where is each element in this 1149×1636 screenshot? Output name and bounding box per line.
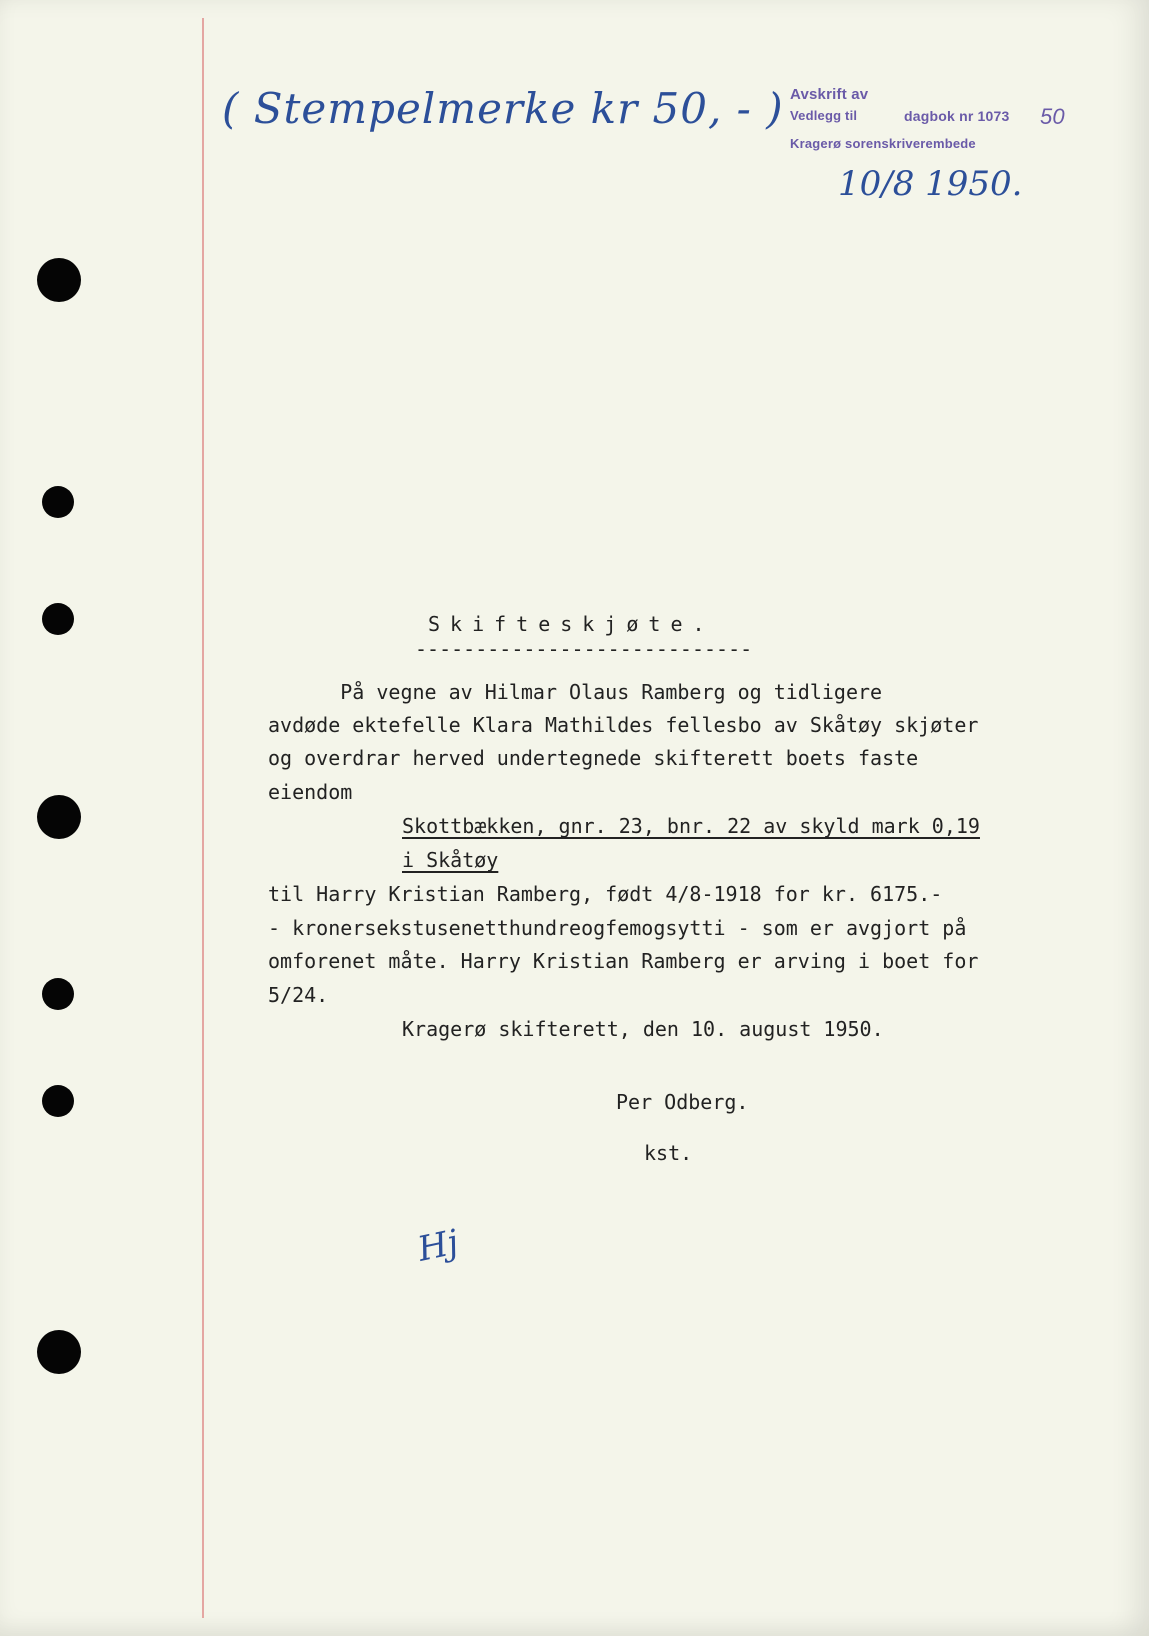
body-line: og overdrar herved undertegnede skifterett boets faste [268,746,919,770]
body-line: eiendom [268,780,353,804]
margin-line [202,18,204,1618]
body-line: 5/24. [268,983,329,1007]
document-title: Skifteskjøte. [428,612,715,636]
body-line: avdøde ektefelle Klara Mathildes fellesbo av Skåtøy skjøter [268,713,979,737]
stamp-line-3: Kragerø sorenskriverembede [790,136,976,151]
punch-hole [37,795,81,839]
body-line: til Harry Kristian Ramberg, født 4/8-1918 for kr. 6175.- [268,882,943,906]
punch-hole [42,603,74,635]
place-date: Kragerø skifterett, den 10. august 1950. [402,1017,884,1041]
stamp-line-2: Vedlegg til [790,108,858,123]
punch-hole [42,486,74,518]
punch-hole [42,1085,74,1117]
body-line: På vegne av Hilmar Olaus Ramberg og tidligere [268,680,883,704]
stamp-journal: dagbok nr 1073 [904,108,1010,124]
punch-hole [37,1330,81,1374]
title-rule: ---------------------------- [415,637,753,661]
property-line-2: i Skåtøy [402,848,499,872]
body-line: - kronersekstusenetthundreogfemogsytti - som er avgjort på [268,916,967,940]
punch-hole [42,978,74,1010]
registration-date: 10/8 1950. [838,164,1023,204]
signature-name: Per Odberg. [616,1090,749,1114]
body-line: omforenet måte. Harry Kristian Ramberg er arving i boet for [268,949,979,973]
signature-title: kst. [644,1141,693,1165]
initials: Hj [414,1222,462,1270]
property-line-1: Skottbækken, gnr. 23, bnr. 22 av skyld mark 0,19 [402,814,980,838]
stamp-line-1: Avskrift av [790,86,869,103]
stamp-year: 50 [1040,104,1065,129]
stamp-duty-note: ( Stempelmerke kr 50, - ) [222,84,784,133]
punch-hole [37,258,81,302]
